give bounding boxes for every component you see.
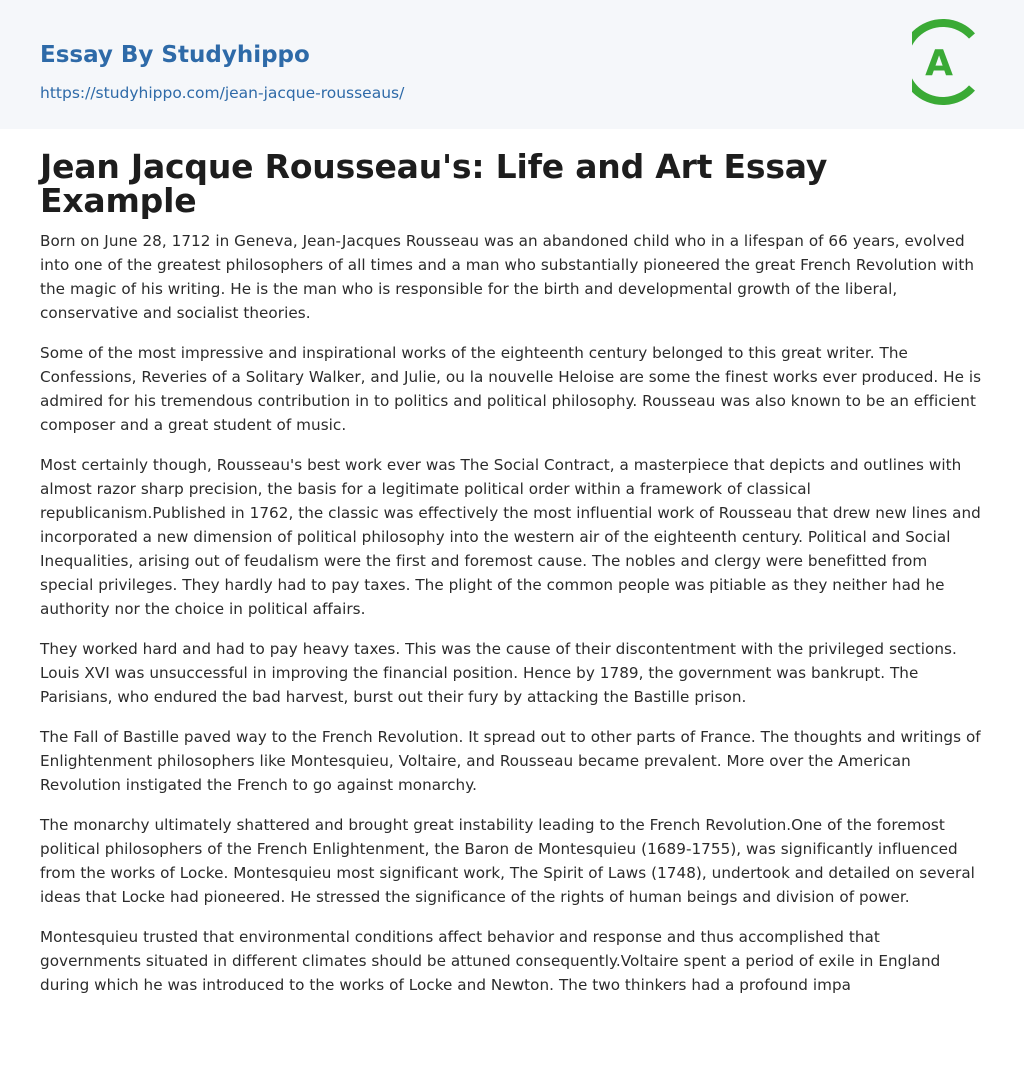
article-body [40, 229, 985, 997]
logo-letter: A [925, 43, 953, 84]
site-header [0, 0, 1024, 129]
paragraph-3: Most certainly though, Rousseau's best work ever was The Social Contract, a masterpiece that depicts and outlines with almost razor sharp precision, the basis for a legitimate political order within a framework of classical republicanism.Published in 1762, the classic was effectively the most influential work of Rousseau that drew new lines and incorporated a new dimension of political philosophy into the western air of the eighteenth century. Political and Social Inequalities, arising out of feudalism were the first and foremost cause. The nobles and clergy were benefitted from special privileges. They hardly had to pay taxes. The plight of the common people was pitiable as they neither had he authority nor the choice in political affairs. [40, 456, 981, 618]
paragraph-4: They worked hard and had to pay heavy taxes. This was the cause of their discontentment with the privileged sections. Louis XVI was unsuccessful in improving the financial position. Hence by 1789, the government was bankrupt. The Parisians, who endured the bad harvest, burst out their fury by attacking the Bastille prison. [40, 640, 957, 706]
paragraph-2: Some of the most impressive and inspirational works of the eighteenth century belonged to this great writer. The Confessions, Reveries of a Solitary Walker, and Julie, ou la nouvelle Heloise are some the finest works ever produced. He is admired for his tremendous contribution in to politics and political philosophy. Rousseau was also known to be an efficient composer and a great student of music. [40, 344, 982, 434]
article [40, 147, 985, 1013]
paragraph-7: Montesquieu trusted that environmental conditions affect behavior and response and thus accomplished that governments situated in different climates should be attuned consequently.Voltaire spent a period of exile in England during which he was introduced to the works of Locke and Newton. The two thinkers had a profound impa [40, 928, 941, 994]
paragraph-5: The Fall of Bastille paved way to the French Revolution. It spread out to other parts of France. The thoughts and writings of Enlightenment philosophers like Montesquieu, Voltaire, and Rousseau became prevalent. More over the American Revolution instigated the French to go against monarchy. [40, 728, 981, 794]
paragraph-1: Born on June 28, 1712 in Geneva, Jean-Jacques Rousseau was an abandoned child who in a lifespan of 66 years, evolved into one of the greatest philosophers of all times and a man who substantially pioneered the great French Revolution with the magic of his writing. He is the man who is responsible for the birth and developmental growth of the liberal, conservative and socialist theories. [40, 232, 975, 322]
source-url-link[interactable]: https://studyhippo.com/jean-jacque-rousseaus/ [40, 84, 405, 102]
paragraph-6: The monarchy ultimately shattered and brought great instability leading to the French Revolution.One of the foremost political philosophers of the French Enlightenment, the Baron de Montesquieu (1689-1755), was significantly influenced from the works of Locke. Montesquieu most significant work, The Spirit of Laws (1748), undertook and detailed on several ideas that Locke had pioneered. He stressed the significance of the rights of human beings and division of power. [40, 816, 975, 906]
studyhippo-logo-icon[interactable] [912, 18, 986, 106]
brand-title[interactable]: Essay By Studyhippo [40, 42, 310, 68]
page-title: Jean Jacque Rousseau's: Life and Art Essay Example [40, 147, 828, 220]
